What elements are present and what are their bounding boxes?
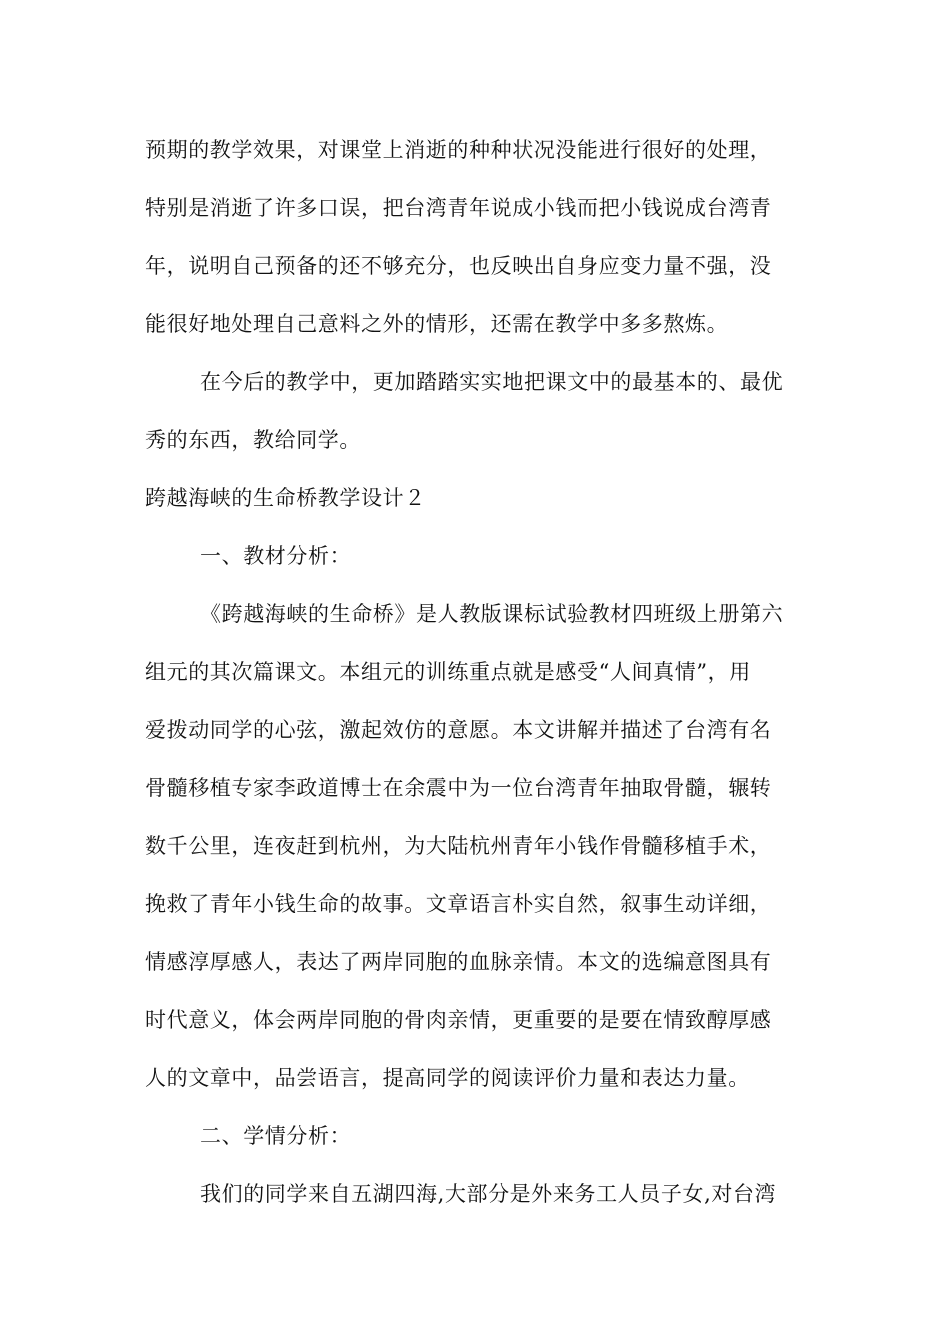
text-line: 秀的东西，教给同学。 (145, 428, 361, 452)
text-line: 年，说明自己预备的还不够充分，也反映出自身应变力量不强，没 (145, 254, 772, 278)
paragraph-first-line: 我们的同学来自五湖四海,大部分是外来务工人员子女,对台湾 (200, 1182, 777, 1206)
text-line: 骨髓移植专家李政道博士在余震中为一位台湾青年抽取骨髓，辗转 (145, 776, 772, 800)
text-line: 人的文章中，品尝语言，提高同学的阅读评价力量和表达力量。 (145, 1066, 750, 1090)
text-line: 特别是消逝了许多口误，把台湾青年说成小钱而把小钱说成台湾青 (145, 196, 772, 220)
section-heading: 二、学情分析： (200, 1124, 352, 1148)
text-line: 情感淳厚感人，表达了两岸同胞的血脉亲情。本文的选编意图具有 (145, 950, 772, 974)
paragraph-first-line: 《跨越海峡的生命桥》是人教版课标试验教材四班级上册第六 (200, 602, 784, 626)
section-title: 跨越海峡的生命桥教学设计２ (145, 486, 426, 510)
text-line: 能很好地处理自己意料之外的情形，还需在教学中多多熬炼。 (145, 312, 729, 336)
text-line: 预期的教学效果，对课堂上消逝的种种状况没能进行很好的处理， (145, 138, 772, 162)
text-line: 爱拨动同学的心弦，激起效仿的意愿。本文讲解并描述了台湾有名 (145, 718, 772, 742)
text-line: 数千公里，连夜赶到杭州，为大陆杭州青年小钱作骨髓移植手术， (145, 834, 772, 858)
paragraph-first-line: 在今后的教学中，更加踏踏实实地把课文中的最基本的、最优 (200, 370, 784, 394)
text-line: 挽救了青年小钱生命的故事。文章语言朴实自然，叙事生动详细， (145, 892, 772, 916)
text-line: 组元的其次篇课文。本组元的训练重点就是感受“人间真情”，用 (145, 660, 751, 684)
text-line: 时代意义，体会两岸同胞的骨肉亲情，更重要的是要在情致醇厚感 (145, 1008, 772, 1032)
section-heading: 一、教材分析： (200, 544, 352, 568)
